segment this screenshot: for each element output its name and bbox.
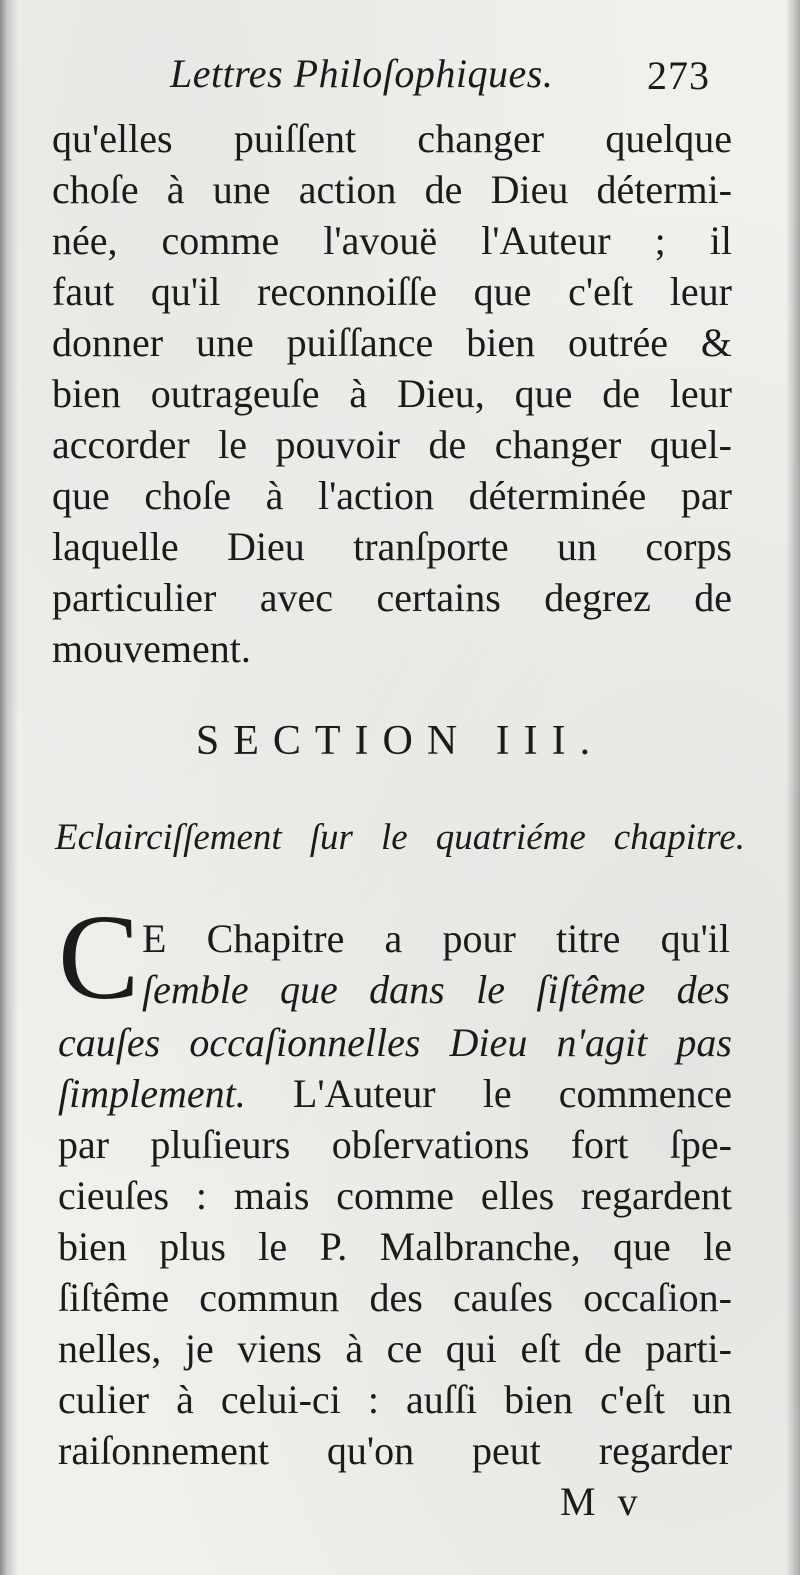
text-line: bien plus le P. Malbranche, que le [58,1224,732,1269]
text-line: nelles, je viens à ce qui eſt de parti- [58,1326,732,1371]
text-line: ſemble que dans le ſiſtême des [142,967,730,1012]
text-line: qu'elles puiſſent changer quelque [52,116,732,161]
text-line: E Chapitre a pour titre qu'il [142,916,730,961]
text-line: particulier avec certains degrez de [52,575,732,620]
running-title: Lettres Philoſophiques. [170,51,554,96]
text-line: ſiſtême commun des cauſes occaſion- [58,1275,732,1320]
text-line: que choſe à l'action déterminée par [52,473,732,518]
paragraph-two [58,1017,732,1476]
text-line: laquelle Dieu tranſporte un corps [52,524,732,569]
text-line-mixed [58,1068,732,1119]
italic-run: ſimplement. [58,1071,246,1116]
text-line: donner une puiſſance bien outrée & [52,320,732,365]
section-heading: SECTION III. [195,718,605,764]
page-header [60,50,740,110]
text-line: mouvement. [52,626,251,671]
section-subtitle: Eclairciſſement ſur le quatriéme chapitre. [55,817,745,858]
page-number: 273 [647,53,710,98]
paragraph-one [52,113,732,674]
text-line: née, comme l'avouë l'Auteur ; il [52,218,732,263]
text-line: bien outrageuſe à Dieu, que de leur [52,371,732,416]
text-line: choſe à une action de Dieu détermi- [52,167,732,212]
text-line: par pluſieurs obſervations fort ſpe- [58,1122,732,1167]
text-line: accorder le pouvoir de changer quel- [52,422,732,467]
text-line: raiſonnement qu'on peut regarder [58,1428,732,1473]
text-line: culier à celui-ci : auſſi bien c'eſt un [58,1377,732,1422]
page-gutter-shadow [0,0,18,1575]
dropcap-lines [142,913,730,1015]
signature-mark: M v [560,1479,644,1524]
text-line: cauſes occaſionnelles Dieu n'agit pas [58,1020,732,1065]
text-line: faut qu'il reconnoiſſe que c'eſt leur [52,269,732,314]
roman-run: L'Auteur le commence [245,1071,732,1116]
page-edge-shadow [786,0,800,1575]
text-line: cieuſes : mais comme elles regardent [58,1173,732,1218]
drop-cap: C [58,890,140,1025]
